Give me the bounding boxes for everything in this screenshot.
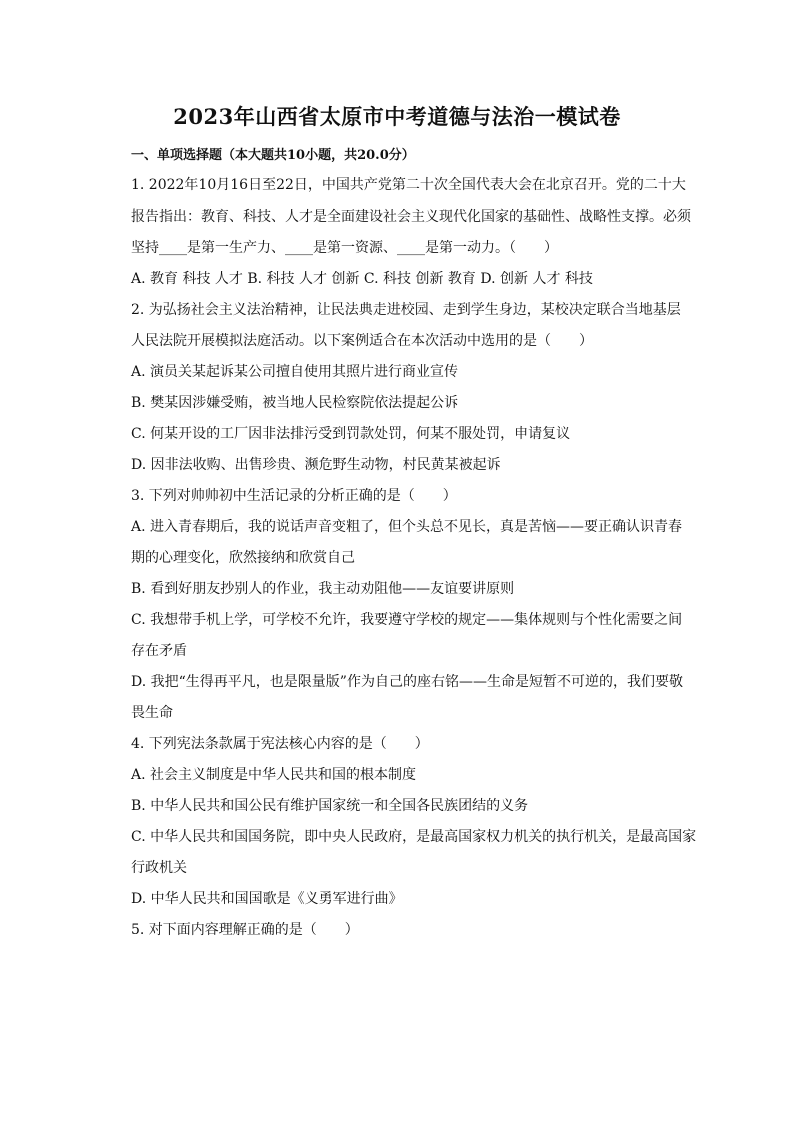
question-3-line-1: 3. 下列对帅帅初中生活记录的分析正确的是（ ） [131, 488, 457, 504]
question-1-line-3: 坚持____是第一生产力、____是第一资源、____是第一动力。（ ） [131, 240, 558, 256]
question-4-option-a: A. 社会主义制度是中华人民共和国的根本制度 [131, 767, 417, 783]
question-2-option-b: B. 樊某因涉嫌受贿，被当地人民检察院依法提起公诉 [131, 395, 459, 411]
question-4-option-d: D. 中华人民共和国国歌是《义勇军进行曲》 [131, 891, 403, 907]
question-3-option-a: A. 进入青春期后，我的说话声音变粗了，但个头总不见长，真是苦恼——要正确认识青春 [131, 519, 683, 535]
question-1-line-1: 1. 2022年10月16日至22日，中国共产党第二十次全国代表大会在北京召开。党的二十大 [131, 177, 686, 193]
question-2-option-a: A. 演员关某起诉某公司擅自使用其照片进行商业宣传 [131, 364, 459, 380]
question-1-line-2: 报告指出：教育、科技、人才是全面建设社会主义现代化国家的基础性、战略性支撑。必须 [131, 209, 691, 225]
question-3-option-c-cont: 存在矛盾 [131, 643, 187, 659]
question-5-line-1: 5. 对下面内容理解正确的是（ ） [131, 922, 359, 938]
section-heading: 一、单项选择题（本大题共10小题，共20.0分） [131, 148, 415, 163]
question-2-option-d: D. 因非法收购、出售珍贵、濒危野生动物，村民黄某被起诉 [131, 457, 501, 473]
question-3-option-c: C. 我想带手机上学，可学校不允许，我要遵守学校的规定——集体规则与个性化需要之间 [131, 612, 683, 628]
question-4-line-1: 4. 下列宪法条款属于宪法核心内容的是（ ） [131, 736, 429, 752]
question-3-option-d: D. 我把“生得再平凡，也是限量版”作为自己的座右铭——生命是短暂不可逆的，我们要敬 [131, 674, 683, 690]
question-4-option-c-cont: 行政机关 [131, 860, 187, 876]
question-2-option-c: C. 何某开设的工厂因非法排污受到罚款处罚，何某不服处罚，申请复议 [131, 426, 571, 442]
question-3-option-b: B. 看到好朋友抄别人的作业，我主动劝阻他——友谊要讲原则 [131, 581, 515, 597]
question-2-line-1: 2. 为弘扬社会主义法治精神，让民法典走进校园、走到学生身边，某校决定联合当地基层 [131, 302, 681, 318]
question-2-line-2: 人民法院开展模拟法庭活动。以下案例适合在本次活动中选用的是（ ） [131, 333, 593, 349]
question-4-option-c: C. 中华人民共和国国务院，即中央人民政府，是最高国家权力机关的执行机关，是最高国家 [131, 829, 697, 845]
question-3-option-a-cont: 期的心理变化，欣然接纳和欣赏自己 [131, 550, 355, 566]
page-title: 2023年山西省太原市中考道德与法治一模试卷 [173, 104, 621, 129]
question-3-option-d-cont: 畏生命 [131, 705, 173, 721]
question-4-option-b: B. 中华人民共和国公民有维护国家统一和全国各民族团结的义务 [131, 798, 529, 814]
question-1-options: A. 教育 科技 人才 B. 科技 人才 创新 C. 科技 创新 教育 D. 创新 人才 科技 [131, 271, 593, 287]
